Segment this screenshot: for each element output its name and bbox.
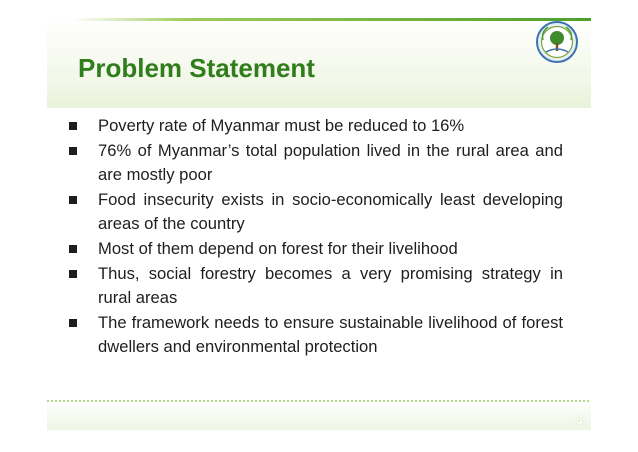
bullet-item (67, 262, 563, 311)
bullet-text: Most of them depend on forest for their livelihood (98, 238, 458, 258)
bullet-item (67, 139, 563, 188)
square-bullet-icon (69, 147, 77, 155)
bullet-text: Food insecurity exists in socio-economically least developing areas of the country (98, 189, 563, 234)
bullet-item (67, 188, 563, 237)
header-rule (73, 18, 591, 21)
bullet-text: 76% of Myanmar’s total population lived in the rural area and are mostly poor (98, 140, 563, 185)
footer-band (47, 402, 591, 430)
bullet-item (67, 237, 563, 262)
forestry-emblem-icon (535, 20, 579, 64)
bullet-text: Thus, social forestry becomes a very promising strategy in rural areas (98, 263, 563, 308)
bullet-list (67, 114, 563, 360)
bullet-item (67, 114, 563, 139)
slide (47, 18, 591, 430)
square-bullet-icon (69, 122, 77, 130)
square-bullet-icon (69, 245, 77, 253)
square-bullet-icon (69, 196, 77, 204)
square-bullet-icon (69, 270, 77, 278)
square-bullet-icon (69, 319, 77, 327)
page-number: 3 (575, 412, 583, 427)
bullet-item (67, 311, 563, 360)
bullet-text: The framework needs to ensure sustainable livelihood of forest dwellers and environmental protection (98, 312, 563, 357)
slide-title: Problem Statement (78, 53, 315, 83)
bullet-text: Poverty rate of Myanmar must be reduced to 16% (98, 116, 465, 135)
